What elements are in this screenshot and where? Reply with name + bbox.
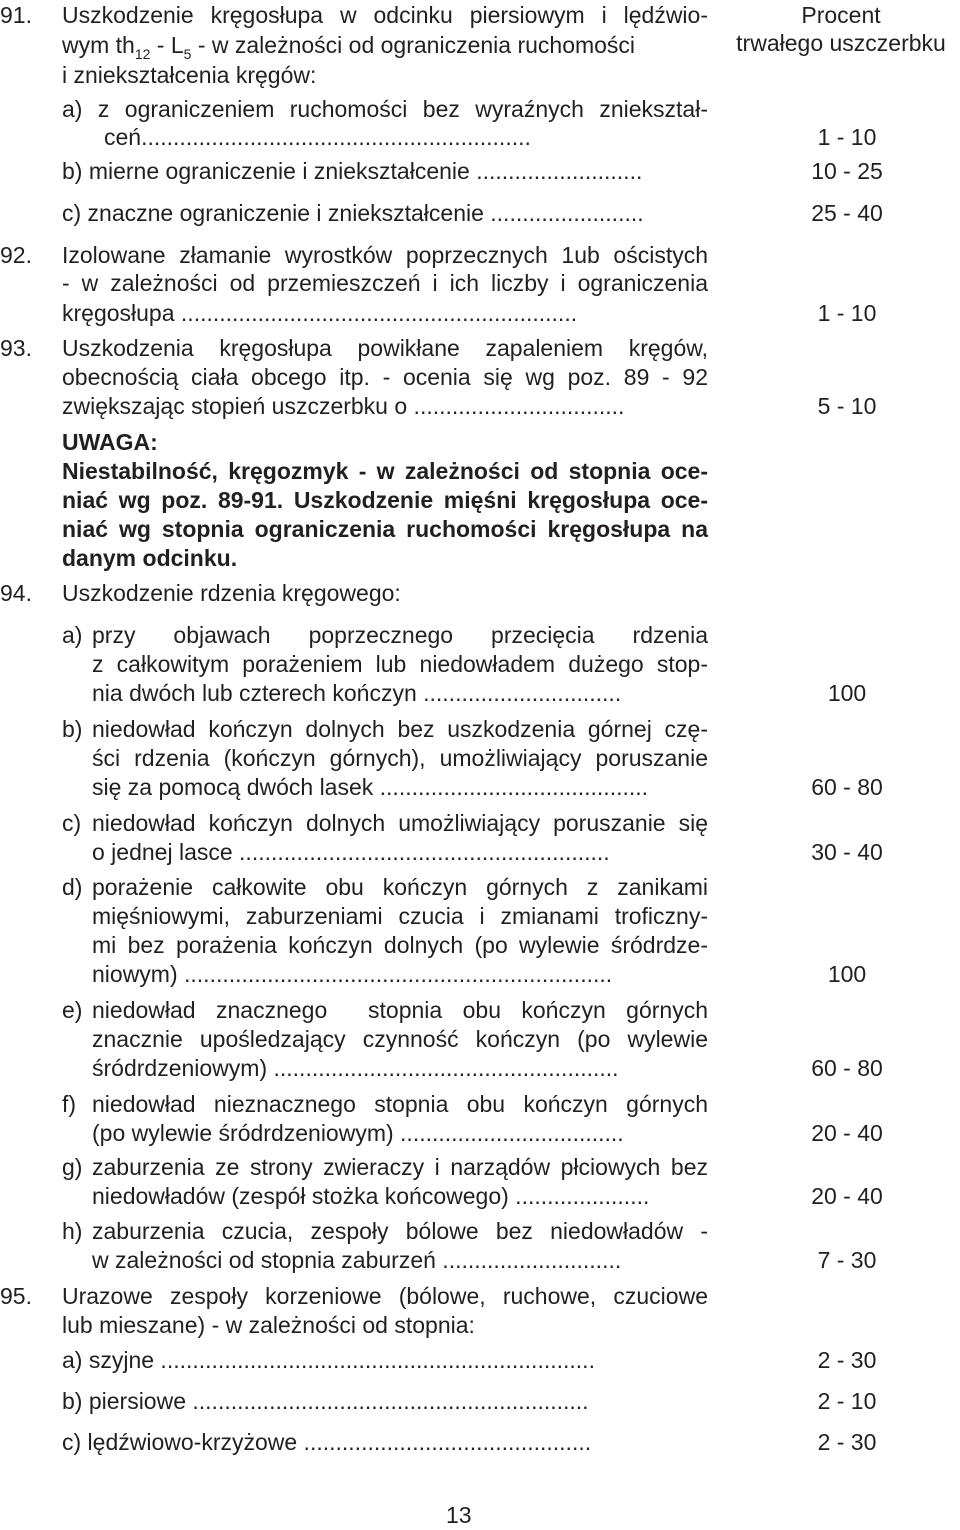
item-94-g-line1: zaburzenia ze strony zwieraczy i narządów płciowych bez	[92, 1154, 708, 1180]
item-94-d-line3: mi bez porażenia kończyn dolnych (po wylewie śródrdze-	[92, 932, 708, 958]
item-91-c-value: 25 - 40	[811, 200, 883, 226]
item-93-note-title: UWAGA:	[62, 429, 158, 455]
item-95-b-value: 2 - 10	[817, 1388, 877, 1414]
item-91-a-line2: ceń.............................................................	[104, 124, 531, 150]
item-94-g-line2: niedowładów (zespół stożka końcowego) .....................	[92, 1183, 650, 1209]
item-91-a-line1: a) z ograniczeniem ruchomości bez wyraźnych zniekształ-	[62, 96, 708, 122]
item-94-c-value: 30 - 40	[811, 839, 883, 865]
item-94-d-value: 100	[827, 961, 867, 987]
item-94-e-line3: śródrdzeniowym) ......................................................	[92, 1055, 619, 1081]
item-92-value: 1 - 10	[817, 300, 877, 326]
item-94-a-line1: przy objawach poprzecznego przecięcia rdzenia	[92, 622, 708, 648]
item-92-line2: - w zależności od przemieszczeń i ich liczby i ograniczenia	[62, 270, 708, 296]
item-93-note-line3: niać wg stopnia ograniczenia ruchomości kręgosłupa na	[62, 516, 708, 542]
header-trwalego-uszczerbku: trwałego uszczerbku	[736, 30, 946, 56]
item-94-e-line2: znacznie upośledzający czynność kończyn (po wylewie	[92, 1026, 708, 1052]
item-94-f-line1: niedowład nieznacznego stopnia obu kończyn górnych	[92, 1091, 708, 1117]
item-94-b-value: 60 - 80	[811, 774, 883, 800]
item-94-e-line1: niedowład znacznego stopnia obu kończyn górnych	[92, 997, 708, 1023]
item-94-c-line1: niedowład kończyn dolnych umożliwiający poruszanie się	[92, 810, 708, 836]
item-94-number: 94.	[0, 580, 32, 606]
item-94-d-line2: mięśniowymi, zaburzeniami czucia i zmianami troficzny-	[92, 903, 708, 929]
item-95-c: c) lędźwiowo-krzyżowe .............................................	[62, 1429, 592, 1455]
item-94-g-label: g)	[62, 1154, 83, 1180]
item-91-sub12: 12	[134, 46, 151, 62]
item-91-line1: Uszkodzenie kręgosłupa w odcinku piersiowym i lędźwio-	[62, 2, 708, 28]
item-91-line2-rest: - w zależności od ograniczenia ruchomości	[191, 32, 636, 58]
item-93-number: 93.	[0, 335, 32, 361]
header-procent: Procent	[801, 2, 881, 28]
item-91-sub5: 5	[183, 46, 192, 62]
item-95-a: a) szyjne ....................................................................	[62, 1347, 595, 1373]
item-93-line3: zwiększając stopień uszczerbku o .................................	[62, 393, 625, 419]
item-94-e-label: e)	[62, 997, 83, 1023]
item-94-h-label: h)	[62, 1218, 83, 1244]
item-94-a-line3: nia dwóch lub czterech kończyn ...............................	[92, 680, 622, 706]
item-93-line2: obecnością ciała obcego itp. - ocenia się wg poz. 89 - 92	[62, 364, 708, 390]
item-91-th: wym th	[62, 32, 135, 58]
item-94-line1: Uszkodzenie rdzenia kręgowego:	[62, 580, 401, 606]
item-92-line1: Izolowane złamanie wyrostków poprzecznych 1ub ościstych	[62, 242, 708, 268]
item-94-c-line2: o jednej lasce ..........................................................	[92, 839, 610, 865]
page-number: 13	[446, 1502, 472, 1528]
item-91-c: c) znaczne ograniczenie i zniekształcenie ........................	[62, 200, 644, 226]
item-94-d-line4: niowym) ...................................................................	[92, 961, 613, 987]
item-94-b-line1: niedowład kończyn dolnych bez uszkodzenia górnej czę-	[92, 716, 708, 742]
item-95-line2: lub mieszane) - w zależności od stopnia:	[62, 1312, 475, 1338]
item-92-line3: kręgosłupa ..............................................................	[62, 300, 578, 326]
item-93-note-line2: niać wg poz. 89-91. Uszkodzenie mięśni kręgosłupa oce-	[62, 487, 708, 513]
item-91-number: 91.	[0, 2, 32, 28]
item-94-d-line1: porażenie całkowite obu kończyn górnych z zanikami	[92, 874, 708, 900]
item-94-b-line3: się za pomocą dwóch lasek ..........................................	[92, 774, 649, 800]
item-91-line3: i zniekształcenia kręgów:	[62, 62, 317, 88]
item-91-l: - L	[150, 32, 184, 58]
item-94-a-value: 100	[827, 680, 867, 706]
item-94-b-label: b)	[62, 716, 83, 742]
item-92-number: 92.	[0, 242, 32, 268]
item-94-e-value: 60 - 80	[811, 1055, 883, 1081]
item-94-h-line1: zaburzenia czucia, zespoły bólowe bez niedowładów -	[92, 1218, 708, 1244]
item-94-g-value: 20 - 40	[811, 1183, 883, 1209]
item-95-a-value: 2 - 30	[817, 1347, 877, 1373]
item-95-number: 95.	[0, 1283, 32, 1309]
item-94-h-value: 7 - 30	[817, 1247, 877, 1273]
item-93-line1: Uszkodzenia kręgosłupa powikłane zapaleniem kręgów,	[62, 335, 708, 361]
item-94-d-label: d)	[62, 874, 83, 900]
item-95-line1: Urazowe zespoły korzeniowe (bólowe, ruchowe, czuciowe	[62, 1283, 708, 1309]
item-91-a-value: 1 - 10	[817, 124, 877, 150]
item-91-line2	[62, 30, 708, 60]
item-94-f-line2: (po wylewie śródrdzeniowym) ...................................	[92, 1120, 624, 1146]
item-91-b-value: 10 - 25	[811, 158, 883, 184]
item-94-b-line2: ści rdzenia (kończyn górnych), umożliwiający poruszanie	[92, 745, 708, 771]
item-94-f-value: 20 - 40	[811, 1120, 883, 1146]
item-93-note-line1: Niestabilność, kręgozmyk - w zależności od stopnia oce-	[62, 458, 708, 484]
item-95-b: b) piersiowe ..............................................................	[62, 1388, 589, 1414]
item-93-note-line4: danym odcinku.	[62, 545, 238, 571]
item-94-f-label: f)	[62, 1091, 77, 1117]
item-94-a-label: a)	[62, 622, 83, 648]
item-94-a-line2: z całkowitym porażeniem lub niedowładem dużego stop-	[92, 651, 708, 677]
item-94-c-label: c)	[62, 810, 82, 836]
item-91-b: b) mierne ograniczenie i zniekształcenie ..........................	[62, 158, 643, 184]
item-95-c-value: 2 - 30	[817, 1429, 877, 1455]
item-94-h-line2: w zależności od stopnia zaburzeń ............................	[92, 1247, 622, 1273]
item-93-value: 5 - 10	[817, 393, 877, 419]
